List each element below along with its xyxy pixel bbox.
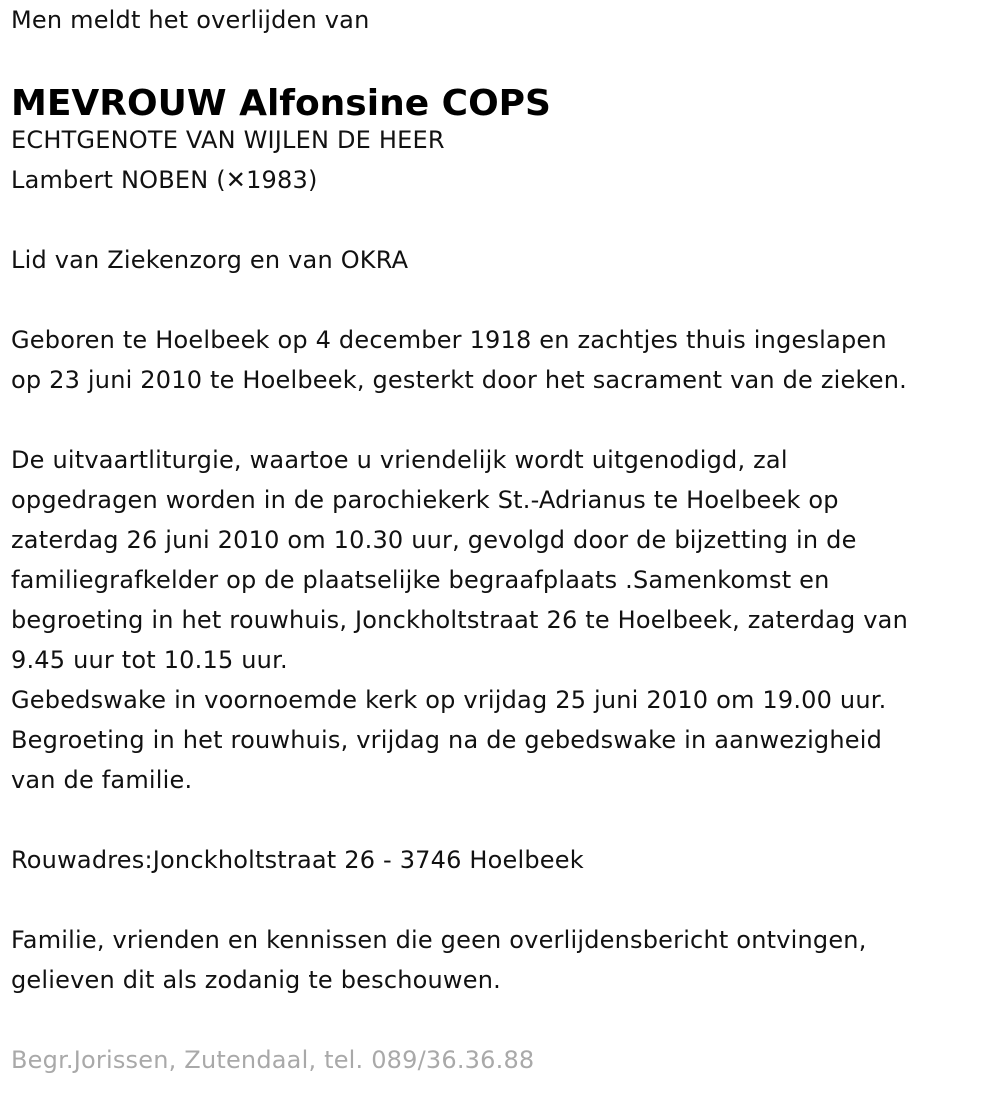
paragraph-line: Geboren te Hoelbeek op 4 december 1918 en zachtjes thuis ingeslapen	[11, 326, 887, 354]
membership-text: Lid van Ziekenzorg en van OKRA	[11, 246, 409, 274]
spouse-line-2: Lambert NOBEN (✕1983)	[11, 166, 318, 194]
paragraph-line: van de familie.	[11, 766, 193, 794]
paragraph-line: Begroeting in het rouwhuis, vrijdag na de gebedswake in aanwezigheid	[11, 726, 883, 754]
spacer	[11, 880, 996, 920]
funeral-paragraph	[11, 440, 996, 800]
birth-death-paragraph	[11, 320, 996, 400]
spacer	[11, 1000, 996, 1040]
spouse-line-1: ECHTGENOTE VAN WIJLEN DE HEER	[11, 126, 445, 154]
paragraph-line: op 23 juni 2010 te Hoelbeek, gesterkt door het sacrament van de zieken.	[11, 366, 907, 394]
death-notice	[11, 0, 996, 1080]
intro-text: Men meldt het overlijden van	[11, 6, 370, 34]
paragraph-line: begroeting in het rouwhuis, Jonckholtstraat 26 te Hoelbeek, zaterdag van	[11, 606, 908, 634]
deceased-name: MEVROUW Alfonsine COPS	[11, 83, 551, 124]
paragraph-line: Gebedswake in voornoemde kerk op vrijdag 25 juni 2010 om 19.00 uur.	[11, 686, 887, 714]
notice-paragraph	[11, 920, 996, 1000]
spacer	[11, 200, 996, 240]
undertaker-contact: Begr.Jorissen, Zutendaal, tel. 089/36.36.88	[11, 1046, 535, 1074]
paragraph-line: zaterdag 26 juni 2010 om 10.30 uur, gevolgd door de bijzetting in de	[11, 526, 857, 554]
spacer	[11, 800, 996, 840]
paragraph-line: opgedragen worden in de parochiekerk St.-Adrianus te Hoelbeek op	[11, 486, 839, 514]
spacer	[11, 400, 996, 440]
paragraph-line: De uitvaartliturgie, waartoe u vriendelijk wordt uitgenodigd, zal	[11, 446, 788, 474]
paragraph-line: 9.45 uur tot 10.15 uur.	[11, 646, 288, 674]
spacer	[11, 280, 996, 320]
paragraph-line: gelieven dit als zodanig te beschouwen.	[11, 966, 501, 994]
paragraph-line: Familie, vrienden en kennissen die geen overlijdensbericht ontvingen,	[11, 926, 867, 954]
paragraph-line: familiegrafkelder op de plaatselijke begraafplaats .Samenkomst en	[11, 566, 830, 594]
mourning-address: Rouwadres:Jonckholtstraat 26 - 3746 Hoelbeek	[11, 846, 584, 874]
